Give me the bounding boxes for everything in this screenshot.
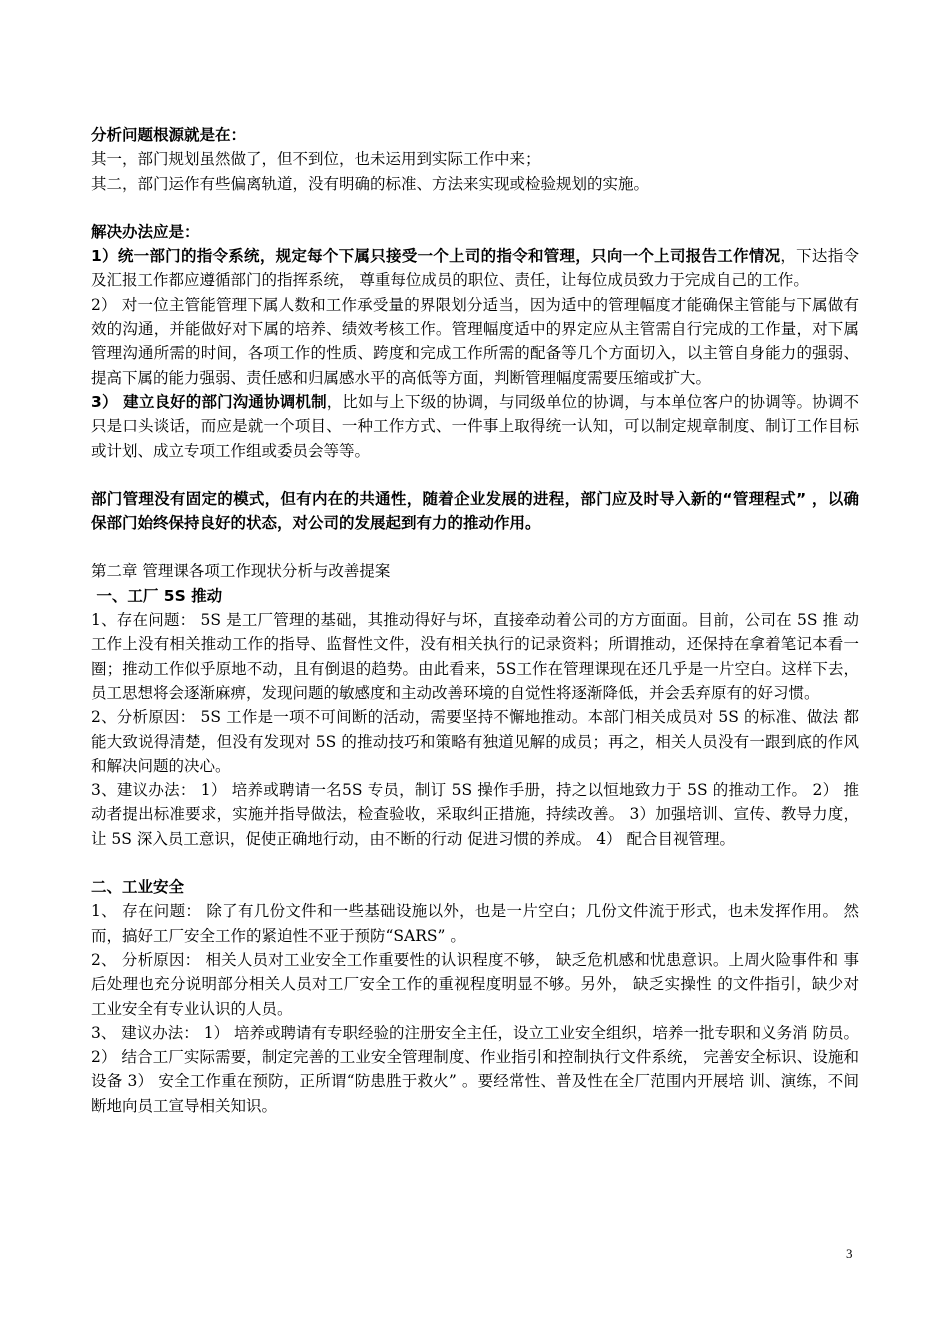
section-2-problem: 1、 存在问题： 除了有几份文件和一些基础设施以外，也是一片空白；几份文件流于形式，也未发挥作用。 然而，搞好工厂安全工作的紧迫性不亚于预防“SARS” 。 bbox=[91, 902, 859, 945]
solution-item-3-emphasis: 3） 建立良好的部门沟通协调机制 bbox=[91, 392, 327, 411]
solution-item-1-emphasis: 统一部门的指令系统，规定每个下属只接受一个上司的指令和管理，只向一个上司报告工作情况 bbox=[117, 247, 781, 266]
page-body bbox=[91, 123, 859, 1118]
solution-item-2: 2） 对一位主管能管理下属人数和工作承受量的界限划分适当，因为适中的管理幅度才能确保主管能与下属做有效的沟通，并能做好对下属的培养、绩效考核工作。管理幅度适中的界定应从主管需自行完成的工作量，对下属管理沟通所需的时间，各项工作的性质、跨度和完成工作所需的配备等几个方面切入，以主管自身能力的强弱、提高下属的能力强弱、责任感和归属感水平的高低等方面，判断管理幅度需要压缩或扩大。 bbox=[91, 295, 859, 387]
section-1-cause: 2、分析原因： 5S 工作是一项不可间断的活动，需要坚持不懈地推动。本部门相关成员对 5S 的标准、做法 都能大致说得清楚，但没有发现对 5S 的推动技巧和策略有独道见解的成员；再之，相关人员没有一跟到底的作风和解决问题的决心。 bbox=[91, 708, 859, 775]
solution-item-1-number: 1） bbox=[91, 247, 118, 266]
solution-item-3 bbox=[91, 390, 859, 463]
section-1-suggestion: 3、建议办法： 1） 培养或聘请一名5S 专员，制订 5S 操作手册，持之以恒地致力于 5S 的推动工作。 2） 推动者提出标准要求，实施并指导做法，检查验收，采取纠正措施，持续改善。 3）加强培训、宣传、教导力度，让 5S 深入员工意识，促使正确地行动，由不断的行动 促进习惯的养成。 4） 配合目视管理。 bbox=[91, 781, 859, 848]
solution-item-1 bbox=[91, 244, 859, 293]
solution-item-1-text: ，下达指令及汇报工作都应遵循部门的指挥系统， 尊重每位成员的职位、责任，让每位成员致力于完成自己的工作。 bbox=[91, 247, 859, 290]
section-2-title: 二、工业安全 bbox=[91, 878, 185, 897]
analysis-heading: 分析问题根源就是在： bbox=[91, 126, 247, 144]
section-1-problem: 1、存在问题： 5S 是工厂管理的基础，其推动得好与坏，直接牵动着公司的方方面面。目前，公司在 5S 推 动工作上没有相关推动工作的指导、监督性文件，没有相关执行的记录资料；所谓推动，还保持在拿着笔记本看一圈；推动工作似乎原地不动，且有倒退的趋势。由此看来，5S工作在管理课现在还几乎是一片空白。这样下去，员工思想将会逐渐麻痹，发现问题的敏感度和主动改善环境的自觉性将逐渐降低，并会丢弃原有的好习惯。 bbox=[91, 611, 859, 702]
page-number: 3 bbox=[846, 1246, 853, 1261]
spacer bbox=[91, 535, 859, 559]
chapter-title: 第二章 管理课各项工作现状分析与改善提案 bbox=[91, 562, 391, 581]
spacer bbox=[91, 851, 859, 875]
analysis-line-1: 其一，部门规划虽然做了，但不到位，也未运用到实际工作中来； bbox=[91, 150, 541, 169]
solution-heading: 解决办法应是： bbox=[91, 222, 200, 241]
section-2-cause: 2、 分析原因： 相关人员对工业安全工作重要性的认识程度不够， 缺乏危机感和忧患意识。上周火险事件和 事后处理也充分说明部分相关人员对工厂安全工作的重视程度明显不够。另外， 缺乏实操性 的文件指引，缺少对工业安全有专业认识的人员。 bbox=[91, 950, 859, 1018]
spacer bbox=[91, 196, 859, 220]
section-1-title: 一、工厂 5S 推动 bbox=[91, 586, 223, 605]
solution-item-3-text: ，比如与上下级的协调，与同级单位的协调，与本单位客户的协调等。协调不只是口头谈话，而应是就一个项目、一种工作方式、一件事上取得统一认知，可以制定规章制度、制订工作目标或计划、成立专项工作组或委员会等等。 bbox=[91, 392, 859, 460]
spacer bbox=[91, 463, 859, 487]
section-2-suggestion: 3、 建议办法： 1） 培养或聘请有专职经验的注册安全主任，设立工业安全组织，培养一批专职和义务消 防员。 2） 结合工厂实际需要，制定完善的工业安全管理制度、作业指引和控制执行文件系统， 完善安全标识、设施和设备 3） 安全工作重在预防，正所谓“防患胜于救火” 。要经常性、普及性在全厂范围内开展培 训、演练，不间断地向员工宣导相关知识。 bbox=[91, 1023, 859, 1115]
analysis-line-2: 其二，部门运作有些偏离轨道，没有明确的标准、方法来实现或检验规划的实施。 bbox=[91, 174, 650, 193]
conclusion-paragraph: 部门管理没有固定的模式，但有内在的共通性，随着企业发展的进程，部门应及时导入新的“管理程式” ，以确保部门始终保持良好的状态，对公司的发展起到有力的推动作用。 bbox=[91, 489, 859, 533]
